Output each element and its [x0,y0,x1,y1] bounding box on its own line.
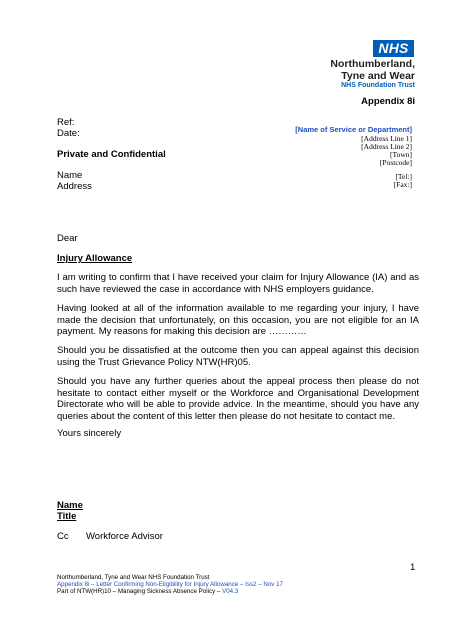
org-name-line2: Tyne and Wear [341,70,415,82]
paragraph-3: Should you be dissatisfied at the outcome then you can appeal against this decision using the Trust Grievance Policy NTW(HR)05. [57,345,419,368]
confidential-label: Private and Confidential [57,149,166,160]
footer-version: V04.3 [222,588,239,595]
footer-line1: Northumberland, Tyne and Wear NHS Foundation Trust [57,574,210,581]
paragraph-1: I am writing to confirm that I have received your claim for Injury Allowance (IA) and as such have reviewed the case in accordance with NHS employers guidance. [57,272,419,295]
nhs-logo: NHS [373,40,414,57]
fax-field: [Fax:] [393,180,412,189]
address-postcode: [Postcode] [379,158,412,167]
footer-line2-text: Appendix 8i – Letter Confirming Non-Eligibility for Injury Allowance – Iss2 – Nov 17 [57,581,283,588]
salutation: Dear [57,233,78,244]
address-label: Address [57,181,92,192]
page-number: 1 [410,562,416,573]
signoff-name: Name [57,500,83,511]
address-line1: [Address Line 1] [361,134,412,143]
cc-label: Cc [57,531,69,542]
date-label: Date: [57,128,80,139]
service-name: [Name of Service or Department] [295,125,412,134]
closing: Yours sincerely [57,428,122,439]
footer-line3 [57,588,238,595]
address-town: [Town] [390,150,412,159]
org-name-line3: NHS Foundation Trust [341,82,415,89]
ref-label: Ref: [57,117,75,128]
name-label: Name [57,170,83,181]
org-name-line1: Northumberland, [330,58,415,70]
cc-value: Workforce Advisor [86,531,163,542]
appendix-label: Appendix 8i [361,96,415,107]
paragraph-4: Should you have any further queries about the appeal process then please do not hesitate to contact either myself or the Workforce and Organisational Development Directorate who will be able to provide advice. In the meantime, should you have any queries about the content of this letter then please do not hesitate to contact me. [57,376,419,422]
footer-line3-prefix: Part of NTW(HR)10 – Managing Sickness Absence Policy – [57,588,223,595]
paragraph-2: Having looked at all of the information available to me regarding your injury, I have made the decision that unfortunately, on this occasion, you are not eligible for an IA payment. My reasons for making this decision are ………… [57,303,419,337]
subject-heading: Injury Allowance [57,253,133,264]
tel-field: [Tel:] [395,172,412,181]
address-line2: [Address Line 2] [361,142,412,151]
signoff-title: Title [57,511,77,522]
